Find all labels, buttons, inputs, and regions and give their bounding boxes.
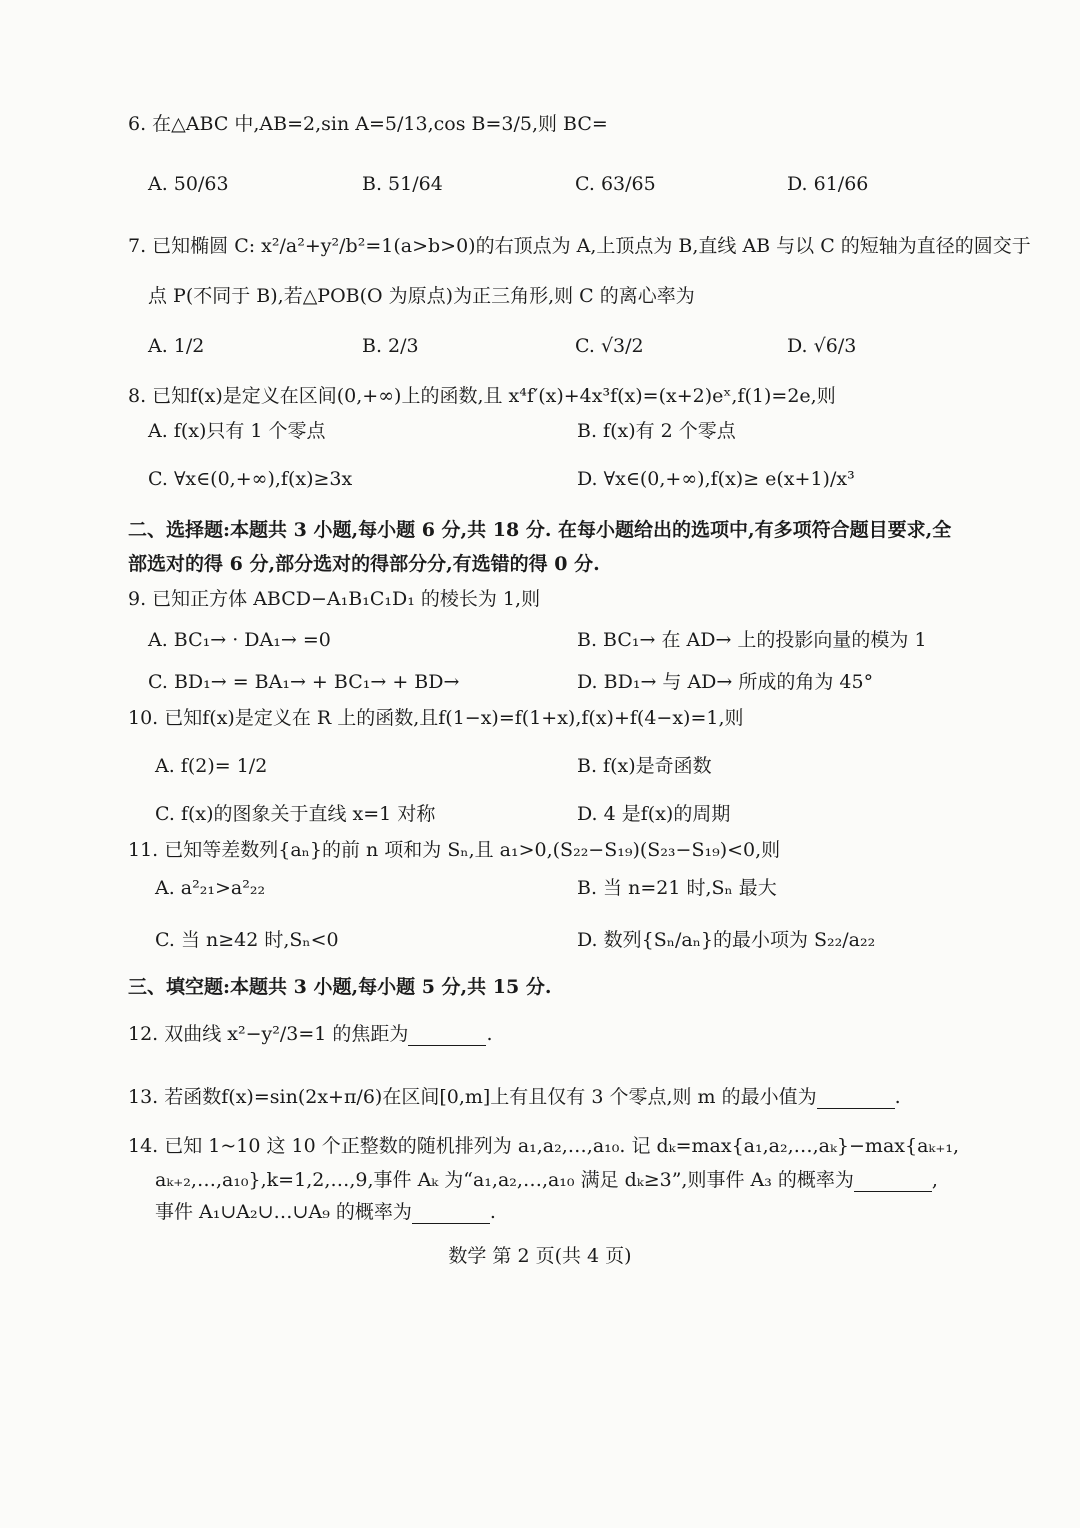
q8-stem: 8. 已知f(x)是定义在区间(0,+∞)上的函数,且 x⁴f′(x)+4x³f(x)=(x+2)eˣ,f(1)=2e,则 [128,385,836,407]
q12-stem: 12. 双曲线 x²−y²/3=1 的焦距为 . [128,1023,493,1045]
q12-text: 12. 双曲线 x²−y²/3=1 的焦距为 [128,1023,409,1045]
q7-option-c: C. √3/2 [575,335,644,357]
q14-stem-line2: aₖ₊₂,…,a₁₀},k=1,2,…,9,事件 Aₖ 为“a₁,a₂,…,a₁₀ 满足 dₖ≥3”,则事件 A₃ 的概率为 , [155,1169,938,1191]
q6-option-a: A. 50/63 [148,173,229,195]
q10-option-c: C. f(x)的图象关于直线 x=1 对称 [155,803,436,825]
q13-answer-blank[interactable] [817,1090,895,1109]
q11-stem: 11. 已知等差数列{aₙ}的前 n 项和为 Sₙ,且 a₁>0,(S₂₂−S₁₉)(S₂₃−S₁₉)<0,则 [128,839,781,861]
q8-option-d: D. ∀x∈(0,+∞),f(x)≥ e(x+1)/x³ [577,468,855,490]
q11-option-c: C. 当 n≥42 时,Sₙ<0 [155,929,339,951]
q10-option-b: B. f(x)是奇函数 [577,755,712,777]
q6-option-c: C. 63/65 [575,173,656,195]
q6-option-d: D. 61/66 [787,173,869,195]
q9-option-d: D. BD₁→ 与 AD→ 所成的角为 45° [577,671,874,693]
q7-option-b: B. 2/3 [362,335,419,357]
q14-text-line2: aₖ₊₂,…,a₁₀},k=1,2,…,9,事件 Aₖ 为“a₁,a₂,…,a₁₀ 满足 dₖ≥3”,则事件 A₃ 的概率为 [155,1169,854,1191]
q8-option-b: B. f(x)有 2 个零点 [577,420,736,442]
q9-stem: 9. 已知正方体 ABCD−A₁B₁C₁D₁ 的棱长为 1,则 [128,588,541,610]
q10-option-d: D. 4 是f(x)的周期 [577,803,731,825]
q12-answer-blank[interactable] [408,1027,486,1046]
q13-text: 13. 若函数f(x)=sin(2x+π/6)在区间[0,m]上有且仅有 3 个零点,则 m 的最小值为 [128,1086,817,1108]
q10-stem: 10. 已知f(x)是定义在 R 上的函数,且f(1−x)=f(1+x),f(x)+f(4−x)=1,则 [128,707,744,729]
q7-stem-line2: 点 P(不同于 B),若△POB(O 为原点)为正三角形,则 C 的离心率为 [148,285,695,307]
q14-text-line3: 事件 A₁∪A₂∪…∪A₉ 的概率为 [155,1201,412,1223]
page-footer: 数学 第 2 页(共 4 页) [448,1245,632,1267]
q11-option-a: A. a²₂₁>a²₂₂ [155,877,266,899]
q13-stem: 13. 若函数f(x)=sin(2x+π/6)在区间[0,m]上有且仅有 3 个零点,则 m 的最小值为 . [128,1086,901,1108]
q6-option-b: B. 51/64 [362,173,443,195]
q7-option-a: A. 1/2 [148,335,205,357]
q8-option-a: A. f(x)只有 1 个零点 [148,420,326,442]
q14-answer-blank-1[interactable] [854,1173,932,1192]
section2-heading-cont: 部选对的得 6 分,部分选对的得部分分,有选错的得 0 分. [128,553,600,575]
q14-answer-blank-2[interactable] [412,1205,490,1224]
q10-option-a: A. f(2)= 1/2 [155,755,268,777]
q9-option-b: B. BC₁→ 在 AD→ 上的投影向量的模为 1 [577,629,927,651]
q9-option-c: C. BD₁→ = BA₁→ + BC₁→ + BD→ [148,671,460,693]
q7-stem-line1: 7. 已知椭圆 C: x²/a²+y²/b²=1(a>b>0)的右顶点为 A,上顶点为 B,直线 AB 与以 C 的短轴为直径的圆交于 [128,235,1031,257]
q14-stem-line3: 事件 A₁∪A₂∪…∪A₉ 的概率为 . [155,1201,496,1223]
q11-option-d: D. 数列{Sₙ/aₙ}的最小项为 S₂₂/a₂₂ [577,929,876,951]
q8-option-c: C. ∀x∈(0,+∞),f(x)≥3x [148,468,353,490]
q9-option-a: A. BC₁→ · DA₁→ =0 [148,629,331,651]
q7-option-d: D. √6/3 [787,335,857,357]
section3-heading: 三、填空题:本题共 3 小题,每小题 5 分,共 15 分. [128,976,552,998]
section2-heading: 二、选择题:本题共 3 小题,每小题 6 分,共 18 分. 在每小题给出的选项中,有多项符合题目要求,全 [128,519,952,541]
q14-stem-line1: 14. 已知 1~10 这 10 个正整数的随机排列为 a₁,a₂,…,a₁₀. 记 dₖ=max{a₁,a₂,…,aₖ}−max{aₖ₊₁, [128,1135,960,1157]
q11-option-b: B. 当 n=21 时,Sₙ 最大 [577,877,777,899]
q6-stem: 6. 在△ABC 中,AB=2,sin A=5/13,cos B=3/5,则 BC= [128,113,608,135]
